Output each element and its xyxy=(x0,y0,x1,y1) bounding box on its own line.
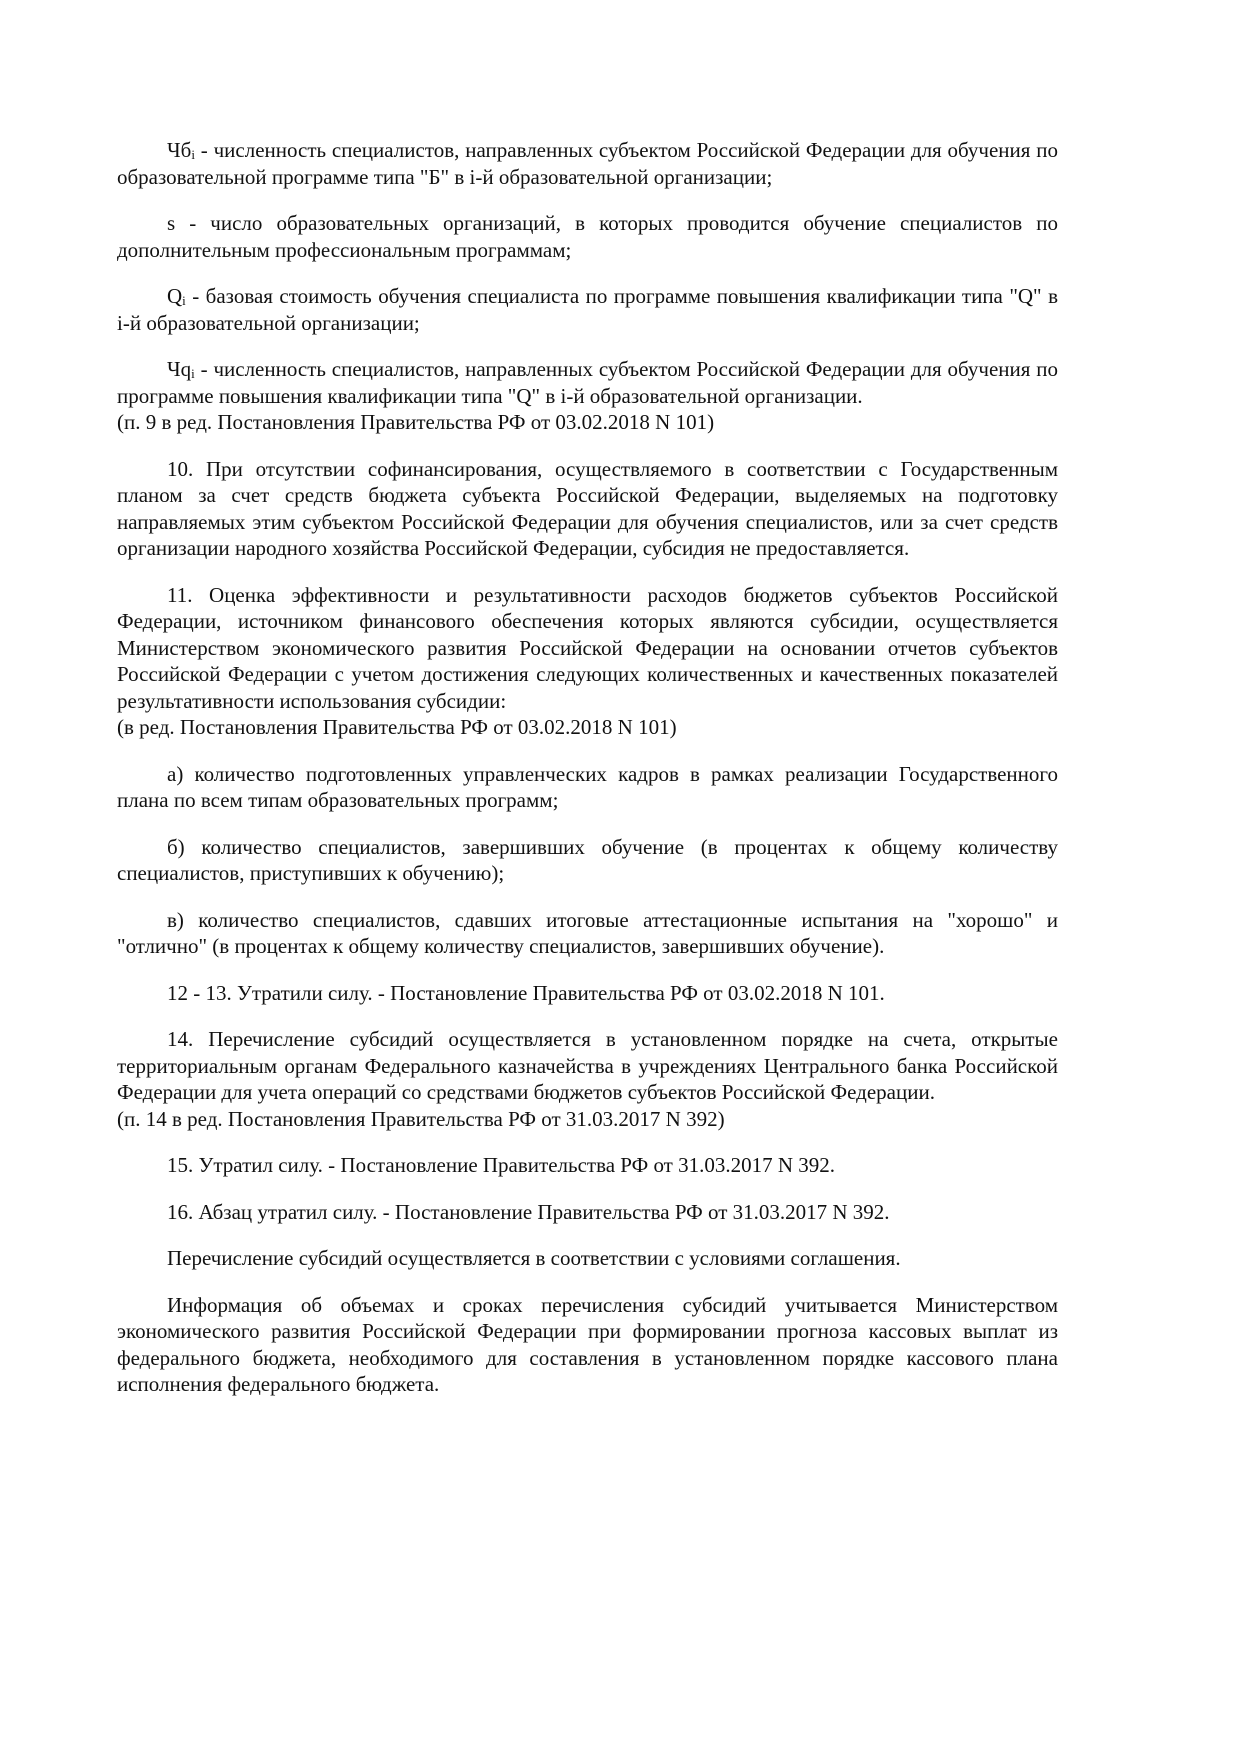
paragraph-text xyxy=(117,907,1058,960)
paragraph xyxy=(117,356,1058,436)
paragraph-text xyxy=(117,137,1058,190)
paragraph-body: 12 - 13. Утратили силу. - Постановление Правительства РФ от 03.02.2018 N 101. xyxy=(167,980,885,1005)
paragraph-body: 14. Перечисление субсидий осуществляется в установленном порядке на счета, открытые территориальным органам Федерального казначейства в учреждениях Центрального банка Российской Федерации для учета операций со средствами бюджетов субъектов Российской Федерации. xyxy=(117,1027,1058,1104)
paragraph-text xyxy=(117,1292,1058,1398)
paragraph-text xyxy=(117,582,1058,715)
paragraph xyxy=(117,1292,1058,1398)
paragraph-body: в) количество специалистов, сдавших итоговые аттестационные испытания на "хорошо" и "отлично" (в процентах к общему количеству специалистов, завершивших обучение). xyxy=(117,907,1058,958)
amendment-note: (в ред. Постановления Правительства РФ от 03.02.2018 N 101) xyxy=(117,715,677,739)
paragraph-body: - численность специалистов, направленных субъектом Российской Федерации для обучения по образовательной программе типа "Б" в i-й образовательной организации; xyxy=(117,138,1058,189)
paragraph-body: 15. Утратил силу. - Постановление Правительства РФ от 31.03.2017 N 392. xyxy=(167,1153,836,1177)
paragraph-body: а) количество подготовленных управленческих кадров в рамках реализации Государственного плана по всем типам образовательных программ; xyxy=(117,761,1058,812)
paragraph-text xyxy=(117,834,1058,887)
paragraph xyxy=(117,582,1058,741)
paragraph xyxy=(117,137,1058,190)
paragraph-body: 10. При отсутствии софинансирования, осуществляемого в соответствии с Государственным планом за счет средств бюджета субъекта Российской Федерации, выделяемых на подготовку направляемых этим субъектом Российской Федерации для обучения специалистов, или за счет средств организации народного хозяйства Российской Федерации, субсидия не предоставляется. xyxy=(117,456,1058,560)
paragraph-text xyxy=(117,1245,1058,1272)
variable-subscript: i xyxy=(191,147,195,162)
variable-subscript: i xyxy=(191,366,195,381)
paragraph xyxy=(117,1245,1058,1272)
paragraph-body: б) количество специалистов, завершивших обучение (в процентах к общему количеству специалистов, приступивших к обучению); xyxy=(117,834,1058,885)
variable-term: Чб xyxy=(167,138,192,162)
paragraph xyxy=(117,1026,1058,1132)
paragraph xyxy=(117,210,1058,263)
variable-term: Чq xyxy=(167,357,192,381)
paragraph xyxy=(117,1199,1058,1226)
variable-subscript: i xyxy=(182,293,186,308)
document-page xyxy=(117,137,1058,1418)
paragraph xyxy=(117,283,1058,336)
paragraph-body: 11. Оценка эффективности и результативности расходов бюджетов субъектов Российской Федерации, источником финансового обеспечения которых являются субсидии, осуществляется Министерством экономического развития Российской Федерации на основании отчетов субъектов Российской Федерации с учетом достижения следующих количественных и качественных показателей результативности использования субсидии: xyxy=(117,582,1058,713)
paragraph-text xyxy=(117,980,1058,1007)
paragraph-text xyxy=(117,761,1058,814)
paragraph-body: s - число образовательных организаций, в которых проводится обучение специалистов по дополнительным профессиональным программам; xyxy=(117,211,1058,262)
paragraph xyxy=(117,907,1058,960)
amendment-note: (п. 14 в ред. Постановления Правительства РФ от 31.03.2017 N 392) xyxy=(117,1106,725,1131)
paragraph xyxy=(117,456,1058,562)
paragraph-text xyxy=(117,356,1058,409)
paragraph-text xyxy=(117,283,1058,336)
paragraph-body: 16. Абзац утратил силу. - Постановление Правительства РФ от 31.03.2017 N 392. xyxy=(167,1199,890,1224)
paragraph-body: Перечисление субсидий осуществляется в соответствии с условиями соглашения. xyxy=(167,1246,901,1270)
paragraph xyxy=(117,1152,1058,1179)
paragraph-text xyxy=(117,210,1058,263)
paragraph-body: - базовая стоимость обучения специалиста по программе повышения квалификации типа "Q" в i-й образовательной организации; xyxy=(117,284,1058,335)
paragraph-text xyxy=(117,1152,1058,1179)
paragraph-text xyxy=(117,1199,1058,1226)
paragraph-text xyxy=(117,456,1058,562)
variable-term: Q xyxy=(167,284,183,308)
paragraph xyxy=(117,834,1058,887)
amendment-note: (п. 9 в ред. Постановления Правительства РФ от 03.02.2018 N 101) xyxy=(117,410,715,434)
paragraph xyxy=(117,980,1058,1007)
paragraph xyxy=(117,761,1058,814)
paragraph-body: - численность специалистов, направленных субъектом Российской Федерации для обучения по программе повышения квалификации типа "Q" в i-й образовательной организации. xyxy=(117,357,1058,408)
paragraph-body: Информация об объемах и сроках перечисления субсидий учитывается Министерством экономического развития Российской Федерации при формировании прогноза кассовых выплат из федерального бюджета, необходимого для составления в установленном порядке кассового плана исполнения федерального бюджета. xyxy=(117,1292,1058,1396)
paragraph-text xyxy=(117,1026,1058,1106)
